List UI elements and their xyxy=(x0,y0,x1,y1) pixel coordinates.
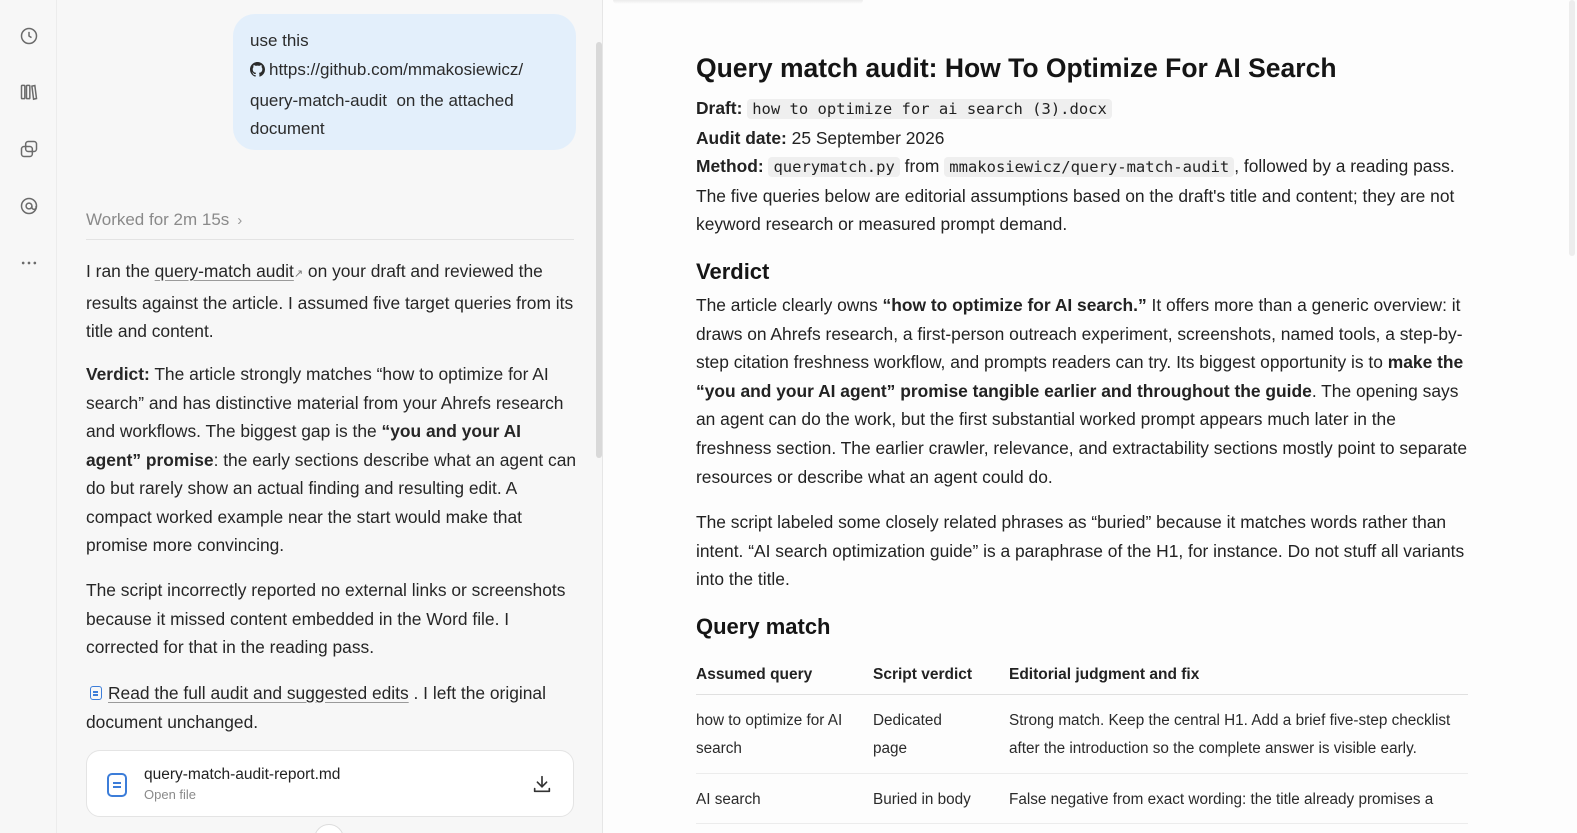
column-header: Script verdict xyxy=(873,666,1009,695)
worked-label: Worked for 2m 15s xyxy=(86,210,230,229)
script-paragraph: The script labeled some closely related phrases as “buried” because it matches words rather than intent. “AI search optimization guide” is a paraphrase of the H1, for instance. Do not stuff all variants into the title. xyxy=(696,512,1465,590)
method-line xyxy=(696,152,1468,239)
open-file-label[interactable]: Open file xyxy=(144,787,197,802)
verdict-paragraph xyxy=(696,291,1468,491)
document-content xyxy=(696,50,1468,824)
verdict-label: Verdict: xyxy=(86,364,150,384)
document-title: Query match audit: How To Optimize For AI Search xyxy=(696,53,1337,83)
worked-toggle[interactable] xyxy=(86,210,574,240)
document-pane xyxy=(603,0,1577,833)
chat-scrollbar[interactable] xyxy=(596,42,602,458)
file-card[interactable] xyxy=(86,750,574,817)
verdict-bold: make the “you and your AI agent” promise tangible earlier and throughout the guide xyxy=(696,352,1464,401)
more-icon[interactable] xyxy=(15,249,43,277)
github-link-text-1: https://github.com/mmakosiewicz/ xyxy=(269,59,524,79)
document-icon xyxy=(90,686,102,700)
verdict-heading: Verdict xyxy=(696,258,770,284)
audit-date-line xyxy=(696,124,1468,153)
table-cell: Buried in body xyxy=(873,773,1009,824)
github-link[interactable] xyxy=(250,56,523,85)
audit-date-label: Audit date: xyxy=(696,127,787,148)
reply-text: I ran the xyxy=(86,261,155,281)
user-message-suffix-2: document xyxy=(250,119,325,139)
reply-paragraph-1 xyxy=(86,257,578,346)
reply-text: The article strongly matches “how to optimize for AI search” and has distinctive material from your Ahrefs research and workflows. The biggest gap is the xyxy=(86,364,564,441)
reply-text: on your draft and reviewed the results against the article. I assumed five target queries from its title and content. xyxy=(86,261,574,341)
reply-text: The script incorrectly reported no external links or screenshots because it missed content embedded in the Word file. I corrected for that in the reading pass. xyxy=(86,580,566,657)
table-header-row xyxy=(696,666,1468,695)
table-cell: AI search xyxy=(696,773,873,824)
table-cell: Dedicated page xyxy=(873,694,1009,773)
reply-paragraph-4 xyxy=(86,679,578,736)
user-message-bubble xyxy=(233,14,576,150)
table-row xyxy=(696,773,1468,824)
column-header: Editorial judgment and fix xyxy=(1009,666,1468,695)
library-icon[interactable] xyxy=(15,78,43,106)
reply-bold: “you and your AI agent” promise xyxy=(86,421,521,470)
left-rail xyxy=(0,0,57,833)
column-header: Assumed query xyxy=(696,666,873,695)
verdict-text: It offers more than a generic overview: it draws on Ahrefs research, a first-person outreach experiment, screenshots, named tools, a step-by-step citation freshness workflow, and prompts readers can try. Its biggest opportunity is to xyxy=(696,294,1463,373)
query-match-audit-link[interactable]: query-match audit xyxy=(154,261,294,281)
method-from: from xyxy=(904,156,940,177)
external-link-icon: ↗ xyxy=(293,268,304,280)
query-match-table xyxy=(696,666,1468,825)
user-message-suffix: on the attached xyxy=(396,90,514,110)
table-cell: False negative from exact wording: the title already promises a xyxy=(1009,773,1468,824)
mentions-icon[interactable] xyxy=(15,192,43,220)
user-message-prefix: use this xyxy=(250,31,309,50)
reply-paragraph-3 xyxy=(86,576,578,662)
download-icon[interactable] xyxy=(531,773,553,795)
reply-text: : the early sections describe what an agent can do but rarely show an actual finding and resulting edit. A compact worked example near the start would make that promise more convincing. xyxy=(86,449,577,555)
table-row xyxy=(696,694,1468,773)
chevron-right-icon: › xyxy=(237,211,243,229)
document-scrollbar[interactable] xyxy=(1569,0,1575,256)
method-repo: mmakosiewicz/query-match-audit xyxy=(944,157,1234,177)
file-name: query-match-audit-report.md xyxy=(144,766,341,783)
table-cell: how to optimize for AI search xyxy=(696,694,873,773)
verdict-bold: “how to optimize for AI search.” xyxy=(882,294,1147,315)
query-match-heading: Query match xyxy=(696,613,831,639)
reply-text: . I left the original document unchanged. xyxy=(86,683,546,732)
method-label: Method: xyxy=(696,156,764,177)
projects-icon[interactable] xyxy=(15,135,43,163)
github-link-text-2[interactable]: query-match-audit xyxy=(250,90,388,110)
github-icon xyxy=(250,62,265,77)
table-cell: Strong match. Keep the central H1. Add a brief five-step checklist after the introduction so the complete answer is visible early. xyxy=(1009,694,1468,773)
draft-label: Draft: xyxy=(696,98,743,118)
full-audit-link[interactable]: Read the full audit and suggested edits xyxy=(108,683,409,703)
history-icon[interactable] xyxy=(15,22,43,50)
verdict-text: The article clearly owns xyxy=(696,294,883,315)
method-script: querymatch.py xyxy=(768,157,899,177)
toolbar-shadow xyxy=(613,0,863,4)
draft-line xyxy=(696,94,1468,124)
file-icon xyxy=(107,773,127,797)
verdict-text: . The opening says an agent can do the work, but the first substantial worked prompt appears much later in the freshness section. The earlier crawler, relevance, and extractability sections mostly point to separate resources or describe what an agent could do. xyxy=(696,380,1468,487)
method-text: , followed by a reading pass. The five queries below are editorial assumptions based on the draft's title and content; they are not keyword research or measured prompt demand. xyxy=(696,156,1455,235)
draft-filename: how to optimize for ai search (3).docx xyxy=(747,99,1112,119)
reply-paragraph-2 xyxy=(86,360,578,560)
audit-date-value: 25 September 2026 xyxy=(791,127,945,148)
